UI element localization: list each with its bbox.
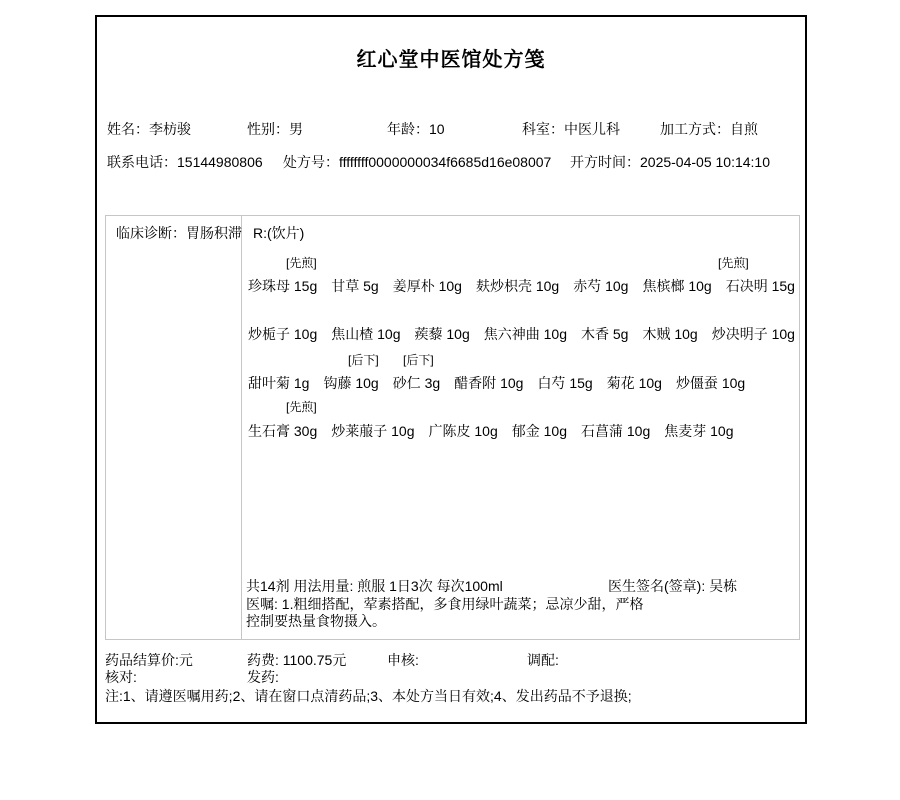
department-field: 科室：中医儿科 <box>522 121 620 137</box>
medicine-entry: 赤芍 10g <box>573 278 629 294</box>
medicine-entry: 珍珠母 15g <box>248 278 318 294</box>
medicine-entry: 钩藤 10g <box>323 375 379 391</box>
medicine-entry: 炒栀子 10g <box>248 326 318 342</box>
medicine-entry: 木香 5g <box>581 326 629 342</box>
page-title: 红心堂中医馆处方笺 <box>356 49 546 71</box>
decoction-note-add-later: [后下] <box>348 353 379 367</box>
medicine-entry: 麸炒枳壳 10g <box>475 278 560 294</box>
column-divider <box>241 216 242 639</box>
medicine-entry: 炒僵蚕 10g <box>675 375 746 391</box>
processing-method-field: 加工方式：自煎 <box>660 121 758 137</box>
decoction-note-first-boil: [先煎] <box>286 400 317 414</box>
decoction-note-add-later: [后下] <box>403 353 434 367</box>
doctor-signature: 医生签名(签章): 吴栋 <box>608 578 738 594</box>
medicine-entry: 石决明 15g <box>725 278 795 294</box>
medicine-entry: 石菖蒲 10g <box>581 423 651 439</box>
medicine-entry: 炒莱菔子 10g <box>331 423 415 439</box>
decoction-note-first-boil: [先煎] <box>286 256 317 270</box>
medicine-entry: 姜厚朴 10g <box>392 278 462 294</box>
issue-field: 发药: <box>247 669 279 685</box>
drug-fee: 药费: 1100.75元 <box>247 652 347 668</box>
usage-instructions: 共14剂 用法用量: 煎服 1日3次 每次100ml <box>246 578 503 594</box>
medicine-entry: 广陈皮 10g <box>428 423 498 439</box>
review-field: 申核: <box>387 652 419 668</box>
patient-name-field: 姓名：李枋骏 <box>107 121 191 137</box>
medicine-entry: 砂仁 3g <box>392 375 441 391</box>
medicine-entry: 郁金 10g <box>511 423 567 439</box>
prescription-number-field: 处方号：ffffffff0000000034f6685d16e08007 <box>283 154 552 170</box>
medicine-entry: 甜叶菊 1g <box>248 375 310 391</box>
patient-gender-field: 性别：男 <box>247 121 303 137</box>
prescription-sheet <box>95 15 807 724</box>
medicine-line-4 <box>248 423 734 439</box>
dispense-field: 调配: <box>527 652 559 668</box>
medicine-entry: 焦山楂 10g <box>331 326 401 342</box>
medical-advice-line-1: 医嘱: 1.粗细搭配，荤素搭配，多食用绿叶蔬菜；忌凉少甜，严格 <box>246 596 644 612</box>
medicine-entry: 焦六神曲 10g <box>483 326 567 342</box>
check-field: 核对: <box>105 669 137 685</box>
medicine-entry: 焦槟榔 10g <box>642 278 712 294</box>
prescription-box <box>105 215 800 640</box>
phone-field: 联系电话：15144980806 <box>107 154 263 170</box>
clinical-diagnosis: 临床诊断：胃肠积滞 <box>116 225 242 241</box>
patient-age-field: 年龄：10 <box>387 121 445 137</box>
medicine-entry: 炒决明子 10g <box>711 326 795 342</box>
medicine-entry: 菊花 10g <box>606 375 662 391</box>
rx-label: R:(饮片) <box>253 225 305 241</box>
medicine-entry: 白芍 15g <box>537 375 593 391</box>
drug-settlement-price: 药品结算价:元 <box>105 652 193 668</box>
medicine-entry: 甘草 5g <box>331 278 379 294</box>
medicine-line-1 <box>248 278 795 294</box>
decoction-note-first-boil: [先煎] <box>718 256 749 270</box>
medicine-line-2 <box>248 326 795 342</box>
medicine-entry: 蒺藜 10g <box>414 326 470 342</box>
prescription-time-field: 开方时间：2025-04-05 10:14:10 <box>570 154 770 170</box>
medicine-entry: 木贼 10g <box>642 326 698 342</box>
medicine-line-3 <box>248 375 745 391</box>
medicine-entry: 醋香附 10g <box>454 375 524 391</box>
medicine-entry: 生石膏 30g <box>248 423 318 439</box>
medicine-entry: 焦麦芽 10g <box>664 423 734 439</box>
notes-line: 注:1、请遵医嘱用药;2、请在窗口点清药品;3、本处方当日有效;4、发出药品不予退换; <box>105 688 632 704</box>
medical-advice-line-2: 控制要热量食物摄入。 <box>246 613 386 629</box>
